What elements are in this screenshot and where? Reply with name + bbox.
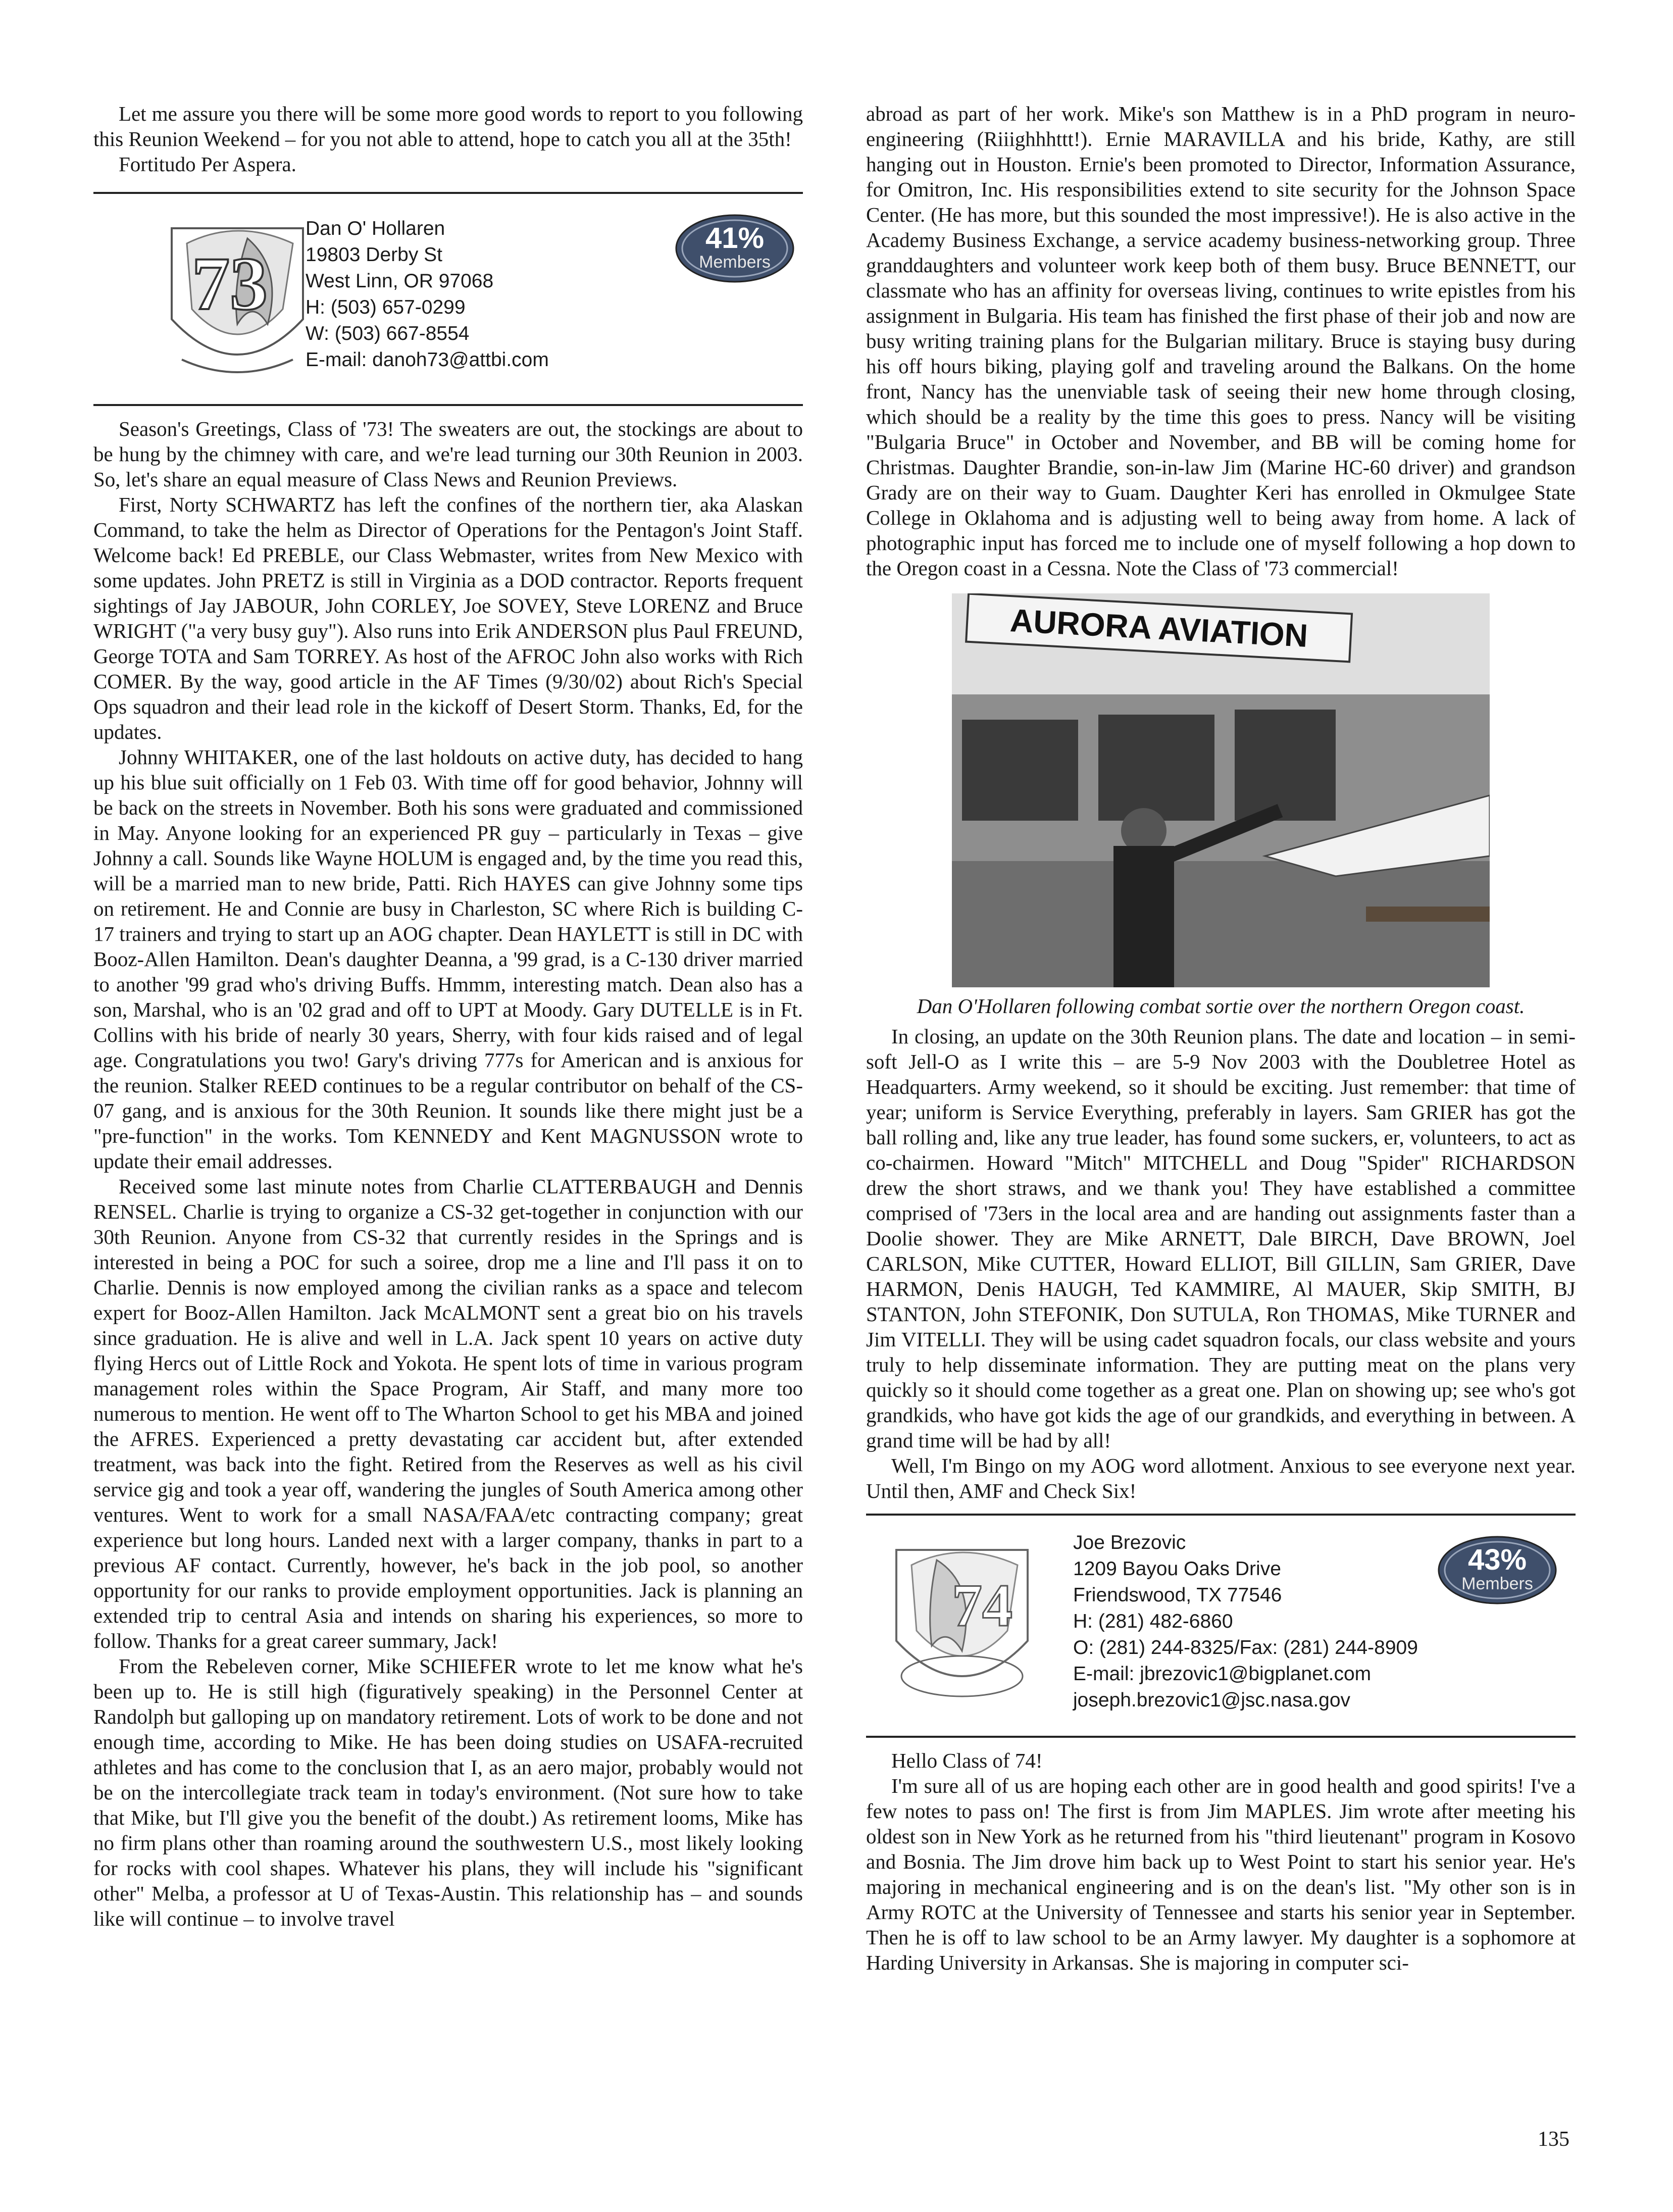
divider <box>866 1736 1576 1738</box>
contact-street: 19803 Derby St <box>306 244 443 266</box>
class-74-crest-logo <box>876 1530 1048 1712</box>
article-paragraph: Johnny WHITAKER, one of the last holdouts on active duty, has decided to hang up his blue suit officially on 1 Feb 03. With time off for good behavior, Johnny will be back on the streets in November. Both his sons were graduated and commissioned in May. Anyone looking for an experienced PR guy – particularly in Texas – give Johnny a call. Sounds like Wayne HOLUM is engaged and, by the time you read this, will be a married man to new bride, Patti. Rich HAYES can give Johnny some tips on retirement. He and Connie are busy in Charleston, SC where Rich is building C-17 trainers and trying to start up an AOG chapter. Dean HAYLETT is still in DC with Booz-Allen Hamilton. Dean's daughter Deanna, a '99 grad, is a C-130 driver married to another '99 grad who's driving Buffs. Hmmm, interesting match. Dean also has a son, Marshal, who is an '02 grad and off to UPT at Moody. Gary DUTELLE is in Ft. Collins with his bride of nearly 30 years, Sherry, with four kids raised and of legal age. Congratulations you two! Gary's driving 777s for American and is anxious for the reunion. Stalker REED continues to be a regular contributor on behalf of the CS-07 gang, and is anxious for the 30th Reunion. It sounds like there might just be a "pre-function" in the works. Tom KENNEDY and Kent MAGNUSSON wrote to update their email addresses. <box>93 745 803 1173</box>
article-paragraph: abroad as part of her work. Mike's son Matthew is in a PhD program in neuro-engineering (Riiighhhttt!). Ernie MARAVILLA and his bride, Kathy, are still hanging out in Houston. Ernie's been promoted to Director, Information Assurance, for Omitron, Inc. His responsibilities extend to site security for the Johnson Space Center. (He has more, but this sounded the most impressive!). He is also active in the Academy Business Exchange, a service academy business-networking group. Three granddaughters and volunteer work keep both of them busy. Bruce BENNETT, our classmate who has an affinity for overseas living, continues to write epistles from his assignment in Bulgaria. His team has finished the first phase of their job and now are busy writing training plans for the Bulgarian military. Bruce is staying busy during his off hours biking, playing golf and traveling around the Balkans. On the home front, Nancy has the unenviable task of seeing their new home through closing, which should be a reality by the time this goes to press. Nancy will be visiting "Bulgaria Bruce" in October and November, and BB will be coming home for Christmas. Daughter Brandie, son-in-law Jim (Marine HC-60 driver) and grandson Grady are on their way to Guam. Daughter Keri has enrolled in Okmulgee State College in Oklahoma and is adjusting well to being away from home. A lack of photographic input has forced me to include one of myself following a hop down to the Oregon coast in a Cessna. Note the Class of '73 commercial! <box>866 102 1576 580</box>
divider <box>93 404 803 406</box>
contact-home-phone: H: (281) 482-6860 <box>1073 1611 1233 1632</box>
membership-label: Members <box>1461 1574 1533 1593</box>
divider <box>866 1514 1576 1516</box>
contact-details <box>1073 1530 1418 1714</box>
article-paragraph: Received some last minute notes from Charlie CLATTERBAUGH and Dennis RENSEL. Charlie is trying to organize a CS-32 get-together in conjunction with our 30th Reunion. Anyone from CS-32 that currently resides in the Springs and is interested in being a POC for such a soiree, drop me a line and I'll pass it on to Charlie. Dennis is now employed among the civilian ranks as a space and telecom expert for Booz-Allen Hamilton. Jack McALMONT sent a great bio on his travels since graduation. He is alive and well in L.A. Jack spent 10 years on active duty flying Hercs out of Little Rock and Yokota. He spent lots of time in various program management roles within the Space Program, Air Staff, and many more too numerous to mention. He went off to The Wharton School to get his MBA and joined the AFRES. Experienced a pretty devastating car accident but, after extended treatment, was back into the fight. Retired from the Reserves as well as his civil service gig and took a year off, wandering the jungles of South America among other ventures. Went to work for a small NASA/FAA/etc contracting company; great experience but long hours. Landed next with a larger company, thanks in part to a previous AF contact. Currently, however, he's back in the job pool, so another opportunity for our ranks to provide employment opportunities. Jack is planning an extended trip to central Asia and intends on sharing his experiences, so more to follow. Thanks for a great career summary, Jack! <box>93 1175 803 1652</box>
contact-email-secondary: joseph.brezovic1@jsc.nasa.gov <box>1073 1689 1351 1711</box>
article-paragraph: From the Rebeleven corner, Mike SCHIEFER wrote to let me know what he's been up to. He is still high (figuratively speaking) in the Personnel Center at Randolph but galloping up on mandatory retirement. Lots of work to be done and not enough time, according to Mike. He has been doing studies on USAFA-recruited athletes and has come to the conclusion that I, as an aero major, probably would not be on the intercollegiate track team in today's environment. (Not sure how to take that Mike, but I'll give you the benefit of the doubt.) As retirement looms, Mike has no firm plans other than roaming around the southwestern U.S., most likely looking for rocks with cool shapes. Whatever his plans, they will include his "significant other" Melba, a professor at U of Texas-Austin. This relationship has – and sounds like will continue – to involve travel <box>93 1654 803 1930</box>
membership-percent: 43% <box>1467 1543 1527 1576</box>
article-paragraph: Season's Greetings, Class of '73! The sweaters are out, the stockings are about to be hung by the chimney with care, and we're lead turning our 30th Reunion in 2003. So, let's share an equal measure of Class News and Reunion Previews. <box>93 417 803 491</box>
membership-percent: 41% <box>705 222 765 255</box>
svg-text:73: 73 <box>192 242 268 326</box>
divider <box>93 192 803 194</box>
contact-city: West Linn, OR 97068 <box>306 270 494 292</box>
contact-details <box>306 216 549 373</box>
contact-home-phone: H: (503) 657-0299 <box>306 296 466 318</box>
contact-email: E-mail: jbrezovic1@bigplanet.com <box>1073 1663 1372 1685</box>
aurora-aviation-photo <box>952 593 1490 987</box>
contact-name: Dan O' Hollaren <box>306 218 445 239</box>
contact-email: E-mail: danoh73@attbi.com <box>306 349 549 371</box>
article-paragraph: First, Norty SCHWARTZ has left the confines of the northern tier, aka Alaskan Command, to take the helm as Director of Operations for the Pentagon's Joint Staff. Welcome back! Ed PREBLE, our Class Webmaster, writes from New Mexico with some updates. John PRETZ is still in Virginia as a DOD contractor. Reports frequent sightings of Jay JABOUR, John CORLEY, Joe SOVEY, Steve LORENZ and Bruce WRIGHT ("a very busy guy"). Also runs into Erik ANDERSON plus Paul FREUND, George TOTA and Sam TORREY. As host of the AFROC John also works with Rich COMER. By the way, good article in the AF Times (9/30/02) about Rich's Special Ops squadron and their lead role in the kickoff of Desert Storm. Thanks, Ed, for the updates. <box>93 493 803 743</box>
article-paragraph: Well, I'm Bingo on my AOG word allotment. Anxious to see everyone next year. Until then, AMF and Check Six! <box>866 1454 1576 1502</box>
contact-street: 1209 Bayou Oaks Drive <box>1073 1558 1281 1580</box>
intro-paragraph: Let me assure you there will be some more good words to report to you following this Reunion Weekend – for you not able to attend, hope to catch you all at the 35th! <box>93 102 803 150</box>
contact-office-phone: O: (281) 244-8325/Fax: (281) 244-8909 <box>1073 1637 1418 1658</box>
contact-name: Joe Brezovic <box>1073 1532 1186 1553</box>
class-73-contact-block <box>93 198 803 400</box>
class-73-crest-logo <box>151 208 323 390</box>
contact-work-phone: W: (503) 667-8554 <box>306 323 470 344</box>
membership-label: Members <box>699 253 771 272</box>
membership-badge <box>1437 1535 1558 1605</box>
class-74-contact-block <box>866 1520 1576 1732</box>
article-paragraph: I'm sure all of us are hoping each other are in good health and good spirits! I've a few notes to pass on! The first is from Jim MAPLES. Jim wrote after meeting his oldest son in New York as he returned from his "third lieutenant" program in Kosovo and Bosnia. The Jim drove him back up to West Point to start his senior year. He's majoring in mechanical engineering and is on the dean's list. "My other son is in Army ROTC at the University of Tennessee and starts his senior year in September. Then he is off to law school to be an Army lawyer. My daughter is a sophomore at Harding University in Arkansas. She is majoring in computer sci- <box>866 1774 1576 1974</box>
membership-badge <box>674 213 795 284</box>
right-column <box>866 101 1576 1975</box>
contact-city: Friendswood, TX 77546 <box>1073 1584 1282 1606</box>
article-paragraph: In closing, an update on the 30th Reunion plans. The date and location – in semi-soft Jell-O as I write this – are 5-9 Nov 2003 with the Doubletree Hotel as Headquarters. Army weekend, so it should be exciting. Just remember: that time of year; uniform is Service Everything, preferably in layers. Sam GRIER has got the ball rolling and, like any true leader, has found some suckers, er, volunteers, to act as co-chairmen. Howard "Mitch" MITCHELL and Doug "Spider" RICHARDSON drew the short straws, and we thank you! They have established a committee comprised of '73ers in the local area and are handing out assignments faster than a Doolie shower. They are Mike ARNETT, Dale BIRCH, Dave BROWN, Joel CARLSON, Mike CUTTER, Howard ELLIOT, Bill GILLIN, Sam GRIER, Dave HARMON, Denis HAUGH, Ted KAMMIRE, Al MAUER, Skip SMITH, BJ STANTON, John STEFONIK, Don SUTULA, Ron THOMAS, Mike TURNER and Jim VITELLI. They will be using cadet squadron focals, our class website and yours truly to help disseminate information. They are putting meat on the plans very quickly so it should come together as a great one. Plan on showing up; see who's got grandkids, who have got kids the age of our grandkids, and everything in between. A grand time will be had by all! <box>866 1025 1576 1452</box>
svg-text:74: 74 <box>952 1572 1012 1639</box>
motto: Fortitudo Per Aspera. <box>119 153 296 176</box>
photo-caption: Dan O'Hollaren following combat sortie over the northern Oregon coast. <box>917 994 1525 1018</box>
page-number: 135 <box>1538 2128 1569 2151</box>
svg-text:AURORA AVIATION: AURORA AVIATION <box>1009 602 1309 654</box>
left-column <box>93 101 803 1931</box>
article-paragraph: Hello Class of 74! <box>891 1749 1043 1772</box>
